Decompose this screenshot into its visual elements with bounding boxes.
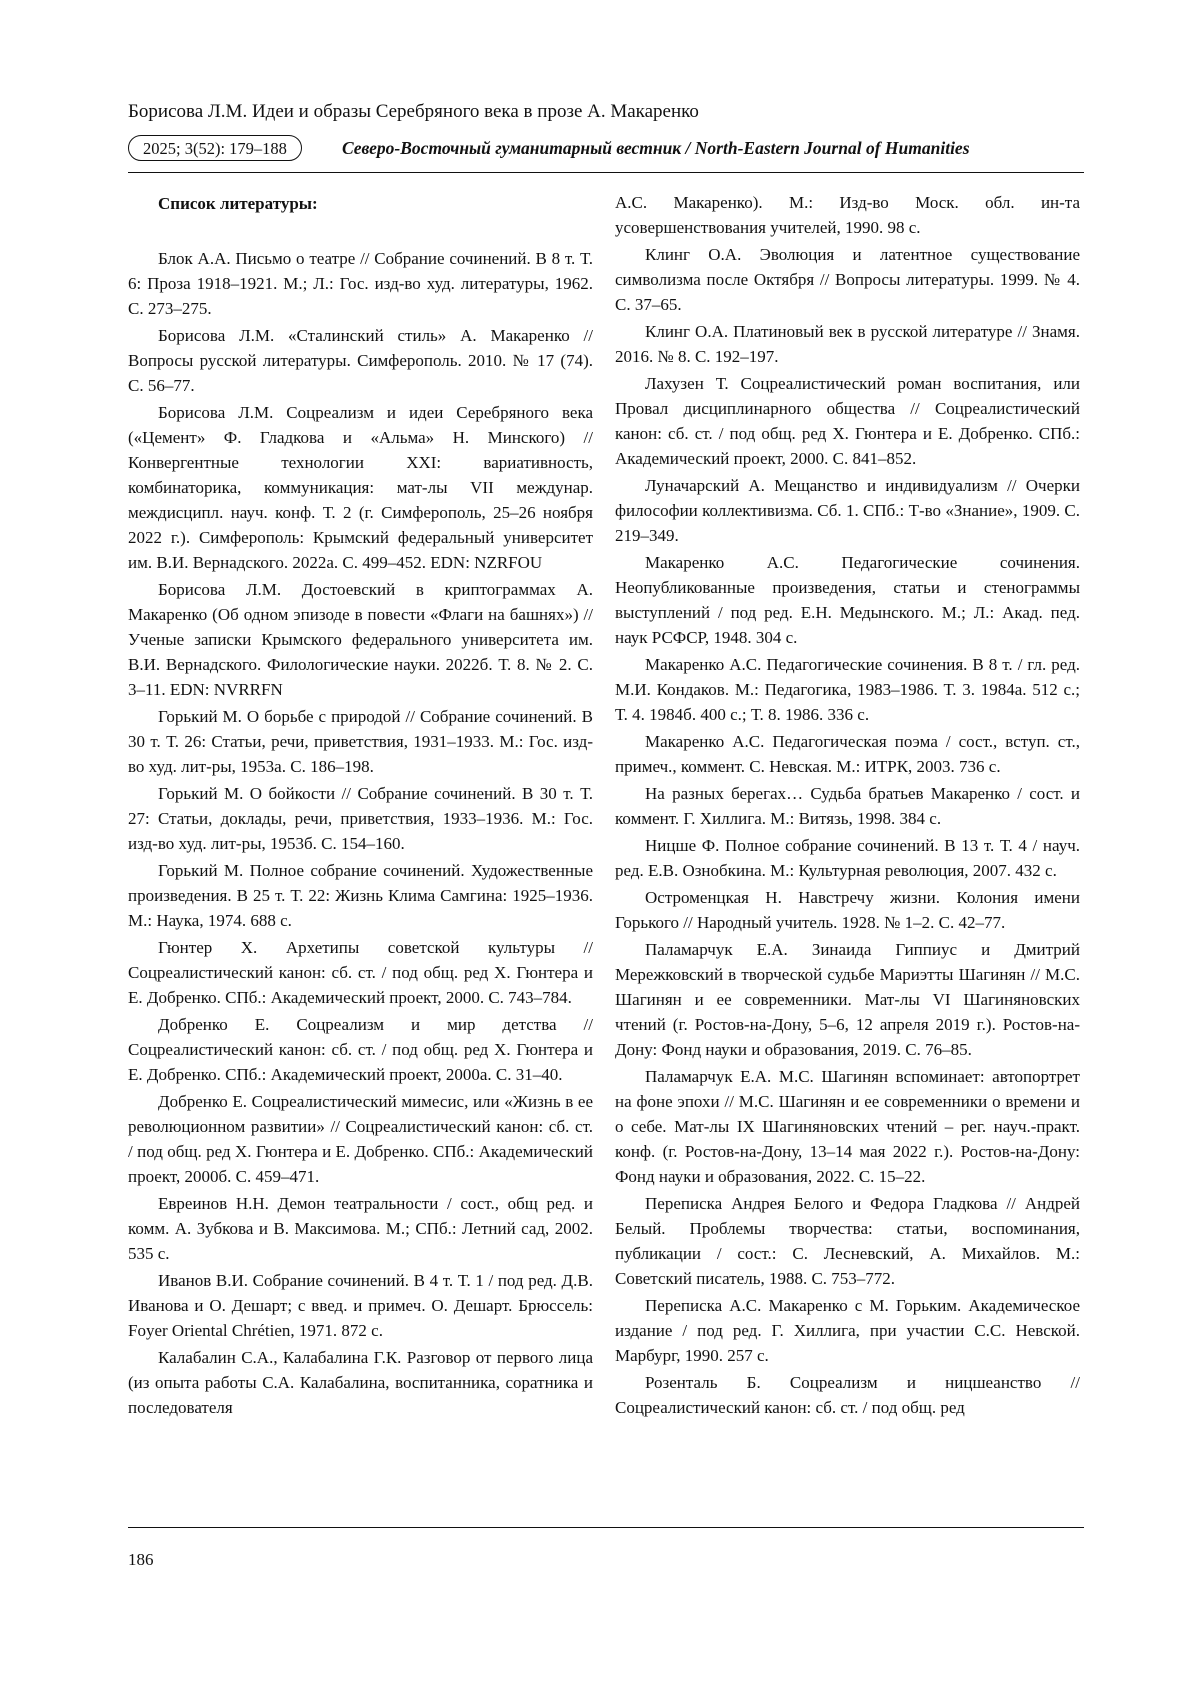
reference-item: Горький М. О бойкости // Собрание сочинений. В 30 т. Т. 27: Статьи, доклады, речи, приветствия, 1933–1936. М.: Гос. изд-во худ. лит-ры, 1953б. С. 154–160. bbox=[128, 784, 593, 853]
reference-item: Борисова Л.М. Соцреализм и идеи Серебряного века («Цемент» Ф. Гладкова и «Альма» Н. Минского) // Конвергентные технологии XXI: вариативность, комбинаторика, коммуникация: мат-лы VII междунар. междисципл. науч. конф. Т. 2 (г. Симферополь, 25–26 ноября 2022 г.). Симферополь: Крымский федеральный университет им. В.И. Вернадского. 2022а. С. 499–452. EDN: NZRFOU bbox=[128, 403, 593, 572]
reference-item-continued: А.С. Макаренко). М.: Изд-во Моск. обл. ин-та усовершенствования учителей, 1990. 98 с. bbox=[615, 193, 1080, 237]
header-rule bbox=[128, 172, 1084, 173]
reference-item: Переписка Андрея Белого и Федора Гладкова // Андрей Белый. Проблемы творчества: статьи, воспоминания, публикации / сост.: С. Лесневский, А. Михайлов. М.: Советский писатель, 1988. С. 753–772. bbox=[615, 1194, 1080, 1288]
reference-item: Переписка А.С. Макаренко с М. Горьким. Академическое издание / под ред. Г. Хиллига, при участии С.С. Невской. Марбург, 1990. 257 с. bbox=[615, 1296, 1080, 1365]
reference-item: Гюнтер Х. Архетипы советской культуры // Соцреалистический канон: сб. ст. / под общ. ред Х. Гюнтера и Е. Добренко. СПб.: Академический проект, 2000. С. 743–784. bbox=[128, 938, 593, 1007]
reference-item: Луначарский А. Мещанство и индивидуализм // Очерки философии коллективизма. Сб. 1. СПб.: Т-во «Знание», 1909. С. 219–349. bbox=[615, 476, 1080, 545]
reference-item: Макаренко А.С. Педагогические сочинения. В 8 т. / гл. ред. М.И. Кондаков. М.: Педагогика, 1983–1986. Т. 3. 1984а. 512 с.; Т. 4. 1984б. 400 с.; Т. 8. 1986. 336 с. bbox=[615, 655, 1080, 724]
reference-item: Макаренко А.С. Педагогическая поэма / сост., вступ. ст., примеч., коммент. С. Невская. М.: ИТРК, 2003. 736 с. bbox=[615, 732, 1080, 776]
reference-item: Калабалин С.А., Калабалина Г.К. Разговор от первого лица (из опыта работы С.А. Калабалина, воспитанника, соратника и последователя bbox=[128, 1348, 593, 1417]
running-title: Борисова Л.М. Идеи и образы Серебряного века в прозе А. Макаренко bbox=[128, 101, 699, 122]
reference-item: Иванов В.И. Собрание сочинений. В 4 т. Т. 1 / под ред. Д.В. Иванова и О. Дешарт; с введ. и примеч. О. Дешарт. Брюссель: Foyer Oriental Chrétien, 1971. 872 с. bbox=[128, 1271, 593, 1340]
reference-item: На разных берегах… Судьба братьев Макаренко / сост. и коммент. Г. Хиллига. М.: Витязь, 1998. 384 с. bbox=[615, 784, 1080, 828]
reference-item: Добренко Е. Соцреализм и мир детства // Соцреалистический канон: сб. ст. / под общ. ред Х. Гюнтера и Е. Добренко. СПб.: Академический проект, 2000а. С. 31–40. bbox=[128, 1015, 593, 1084]
reference-item: Горький М. О борьбе с природой // Собрание сочинений. В 30 т. Т. 26: Статьи, речи, приветствия, 1931–1933. М.: Гос. изд-во худ. лит-ры, 1953а. С. 186–198. bbox=[128, 707, 593, 776]
references-column-right bbox=[615, 190, 1080, 1516]
reference-item: Евреинов Н.Н. Демон театральности / сост., общ ред. и комм. А. Зубкова и В. Максимова. М.; СПб.: Летний сад, 2002. 535 с. bbox=[128, 1194, 593, 1263]
reference-item: Борисова Л.М. Достоевский в криптограммах А. Макаренко (Об одном эпизоде в повести «Флаги на башнях») // Ученые записки Крымского федерального университета им. В.И. Вернадского. Филологические науки. 2022б. Т. 8. № 2. С. 3–11. EDN: NVRRFN bbox=[128, 580, 593, 699]
reference-item: Паламарчук Е.А. Зинаида Гиппиус и Дмитрий Мережковский в творческой судьбе Мариэтты Шагинян // М.С. Шагинян и ее современники. Мат-лы VI Шагиняновских чтений (г. Ростов-на-Дону, 5–6, 12 апреля 2019 г.). Ростов-на-Дону: Фонд науки и образования, 2019. С. 76–85. bbox=[615, 940, 1080, 1059]
reference-item: Розенталь Б. Соцреализм и ницшеанство // Соцреалистический канон: сб. ст. / под общ. ред bbox=[615, 1373, 1080, 1417]
reference-item: Борисова Л.М. «Сталинский стиль» А. Макаренко // Вопросы русской литературы. Симферополь. 2010. № 17 (74). С. 56–77. bbox=[128, 326, 593, 395]
reference-item: Клинг О.А. Эволюция и латентное существование символизма после Октября // Вопросы литературы. 1999. № 4. С. 37–65. bbox=[615, 245, 1080, 314]
reference-item: Паламарчук Е.А. М.С. Шагинян вспоминает: автопортрет на фоне эпохи // М.С. Шагинян и ее современники о времени и о себе. Мат-лы IX Шагиняновских чтений – рег. науч.-практ. конф. (г. Ростов-на-Дону, 13–14 мая 2022 г.). Ростов-на-Дону: Фонд науки и образования, 2022. С. 15–22. bbox=[615, 1067, 1080, 1186]
reference-item: Добренко Е. Соцреалистический мимесис, или «Жизнь в ее революционном развитии» // Соцреалистический канон: сб. ст. / под общ. ред Х. Гюнтера и Е. Добренко. СПб.: Академический проект, 2000б. С. 459–471. bbox=[128, 1092, 593, 1186]
reference-item: Лахузен Т. Соцреалистический роман воспитания, или Провал дисциплинарного общества // Соцреалистический канон: сб. ст. / под общ. ред Х. Гюнтера и Е. Добренко. СПб.: Академический проект, 2000. С. 841–852. bbox=[615, 374, 1080, 468]
journal-name: Северо-Восточный гуманитарный вестник / North-Eastern Journal of Humanities bbox=[342, 138, 970, 158]
issue-badge: 2025; 3(52): 179–188 bbox=[128, 135, 302, 161]
page-number: 186 bbox=[128, 1550, 154, 1569]
references-heading: Список литературы: bbox=[158, 194, 318, 213]
reference-item: Ницше Ф. Полное собрание сочинений. В 13 т. Т. 4 / науч. ред. Е.В. Ознобкина. М.: Культурная революция, 2007. 432 с. bbox=[615, 836, 1080, 880]
footer-rule bbox=[128, 1527, 1084, 1528]
reference-item: Горький М. Полное собрание сочинений. Художественные произведения. В 25 т. Т. 22: Жизнь Клима Самгина: 1925–1936. М.: Наука, 1974. 688 с. bbox=[128, 861, 593, 930]
reference-item: Макаренко А.С. Педагогические сочинения. Неопубликованные произведения, статьи и стенограммы выступлений / под ред. Е.Н. Медынского. М.; Л.: Акад. пед. наук РСФСР, 1948. 304 с. bbox=[615, 553, 1080, 647]
reference-item: Блок А.А. Письмо о театре // Собрание сочинений. В 8 т. Т. 6: Проза 1918–1921. М.; Л.: Гос. изд-во худ. литературы, 1962. С. 273–275. bbox=[128, 249, 593, 318]
reference-item: Клинг О.А. Платиновый век в русской литературе // Знамя. 2016. № 8. С. 192–197. bbox=[615, 322, 1080, 366]
references-column-left bbox=[128, 186, 593, 1512]
reference-item: Остроменцкая Н. Навстречу жизни. Колония имени Горького // Народный учитель. 1928. № 1–2. С. 42–77. bbox=[615, 888, 1080, 932]
